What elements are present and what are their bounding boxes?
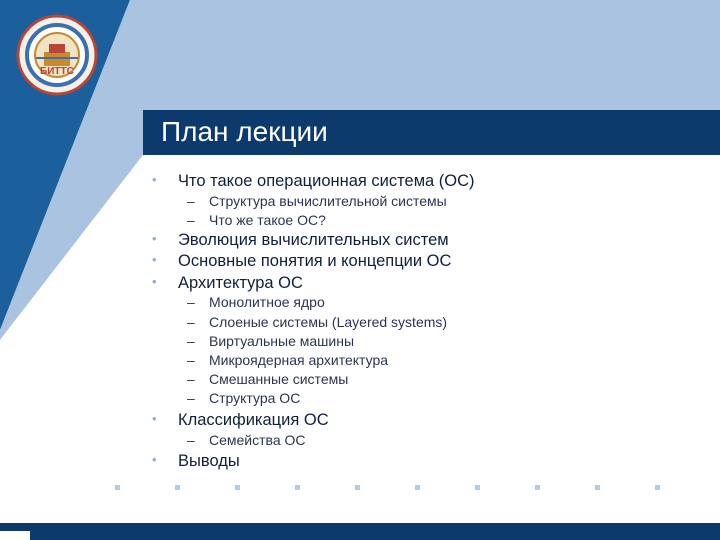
decorative-dot bbox=[475, 485, 480, 490]
outline-text: Структура вычислительной системы bbox=[209, 193, 447, 209]
outline-text: Классификация ОС bbox=[178, 411, 329, 429]
decorative-dot-row bbox=[0, 480, 720, 500]
dash-icon: – bbox=[187, 432, 195, 448]
outline-text: Эволюция вычислительных систем bbox=[178, 231, 449, 249]
outline-text: Слоеные системы (Layered systems) bbox=[209, 314, 448, 330]
dash-icon: – bbox=[187, 352, 195, 368]
dash-icon: – bbox=[187, 333, 195, 349]
outline-text: Архитектура ОС bbox=[178, 274, 303, 292]
outline-text: Смешанные системы bbox=[209, 371, 349, 387]
decorative-dot bbox=[415, 485, 420, 490]
dash-icon: – bbox=[187, 193, 195, 209]
decorative-dot bbox=[355, 485, 360, 490]
decorative-dot bbox=[235, 485, 240, 490]
outline-text: Структура ОС bbox=[209, 390, 301, 406]
bullet-icon: • bbox=[152, 231, 157, 246]
dash-icon: – bbox=[187, 212, 195, 228]
outline-text: Виртуальные машины bbox=[209, 333, 355, 349]
university-logo bbox=[16, 14, 98, 96]
logo-text: БИТТС bbox=[40, 66, 74, 77]
decorative-dot bbox=[175, 485, 180, 490]
decorative-dot bbox=[535, 485, 540, 490]
bottom-bar bbox=[0, 523, 720, 540]
decorative-dot bbox=[295, 485, 300, 490]
slide-title: План лекции bbox=[161, 116, 328, 147]
outline-text: Микроядерная архитектура bbox=[209, 352, 389, 368]
bullet-icon: • bbox=[152, 274, 157, 289]
outline-text: Монолитное ядро bbox=[209, 294, 325, 310]
bullet-icon: • bbox=[152, 252, 157, 267]
bullet-icon: • bbox=[152, 411, 157, 426]
decorative-dot bbox=[115, 485, 120, 490]
dash-icon: – bbox=[187, 371, 195, 387]
outline-text: Выводы bbox=[178, 452, 240, 470]
title-bar bbox=[143, 110, 720, 155]
bullet-icon: • bbox=[152, 452, 157, 467]
bottom-notch bbox=[0, 531, 30, 540]
outline-text: Семейства ОС bbox=[209, 432, 306, 448]
dash-icon: – bbox=[187, 314, 195, 330]
decorative-dot bbox=[595, 485, 600, 490]
bullet-icon: • bbox=[152, 172, 157, 187]
outline-text: Что же такое ОС? bbox=[209, 212, 326, 228]
university-emblem-icon bbox=[16, 14, 98, 96]
outline-text: Что такое операционная система (ОС) bbox=[178, 172, 475, 190]
dash-icon: – bbox=[187, 294, 195, 310]
dash-icon: – bbox=[187, 390, 195, 406]
decorative-dot bbox=[655, 485, 660, 490]
outline-text: Основные понятия и концепции ОС bbox=[178, 252, 452, 270]
